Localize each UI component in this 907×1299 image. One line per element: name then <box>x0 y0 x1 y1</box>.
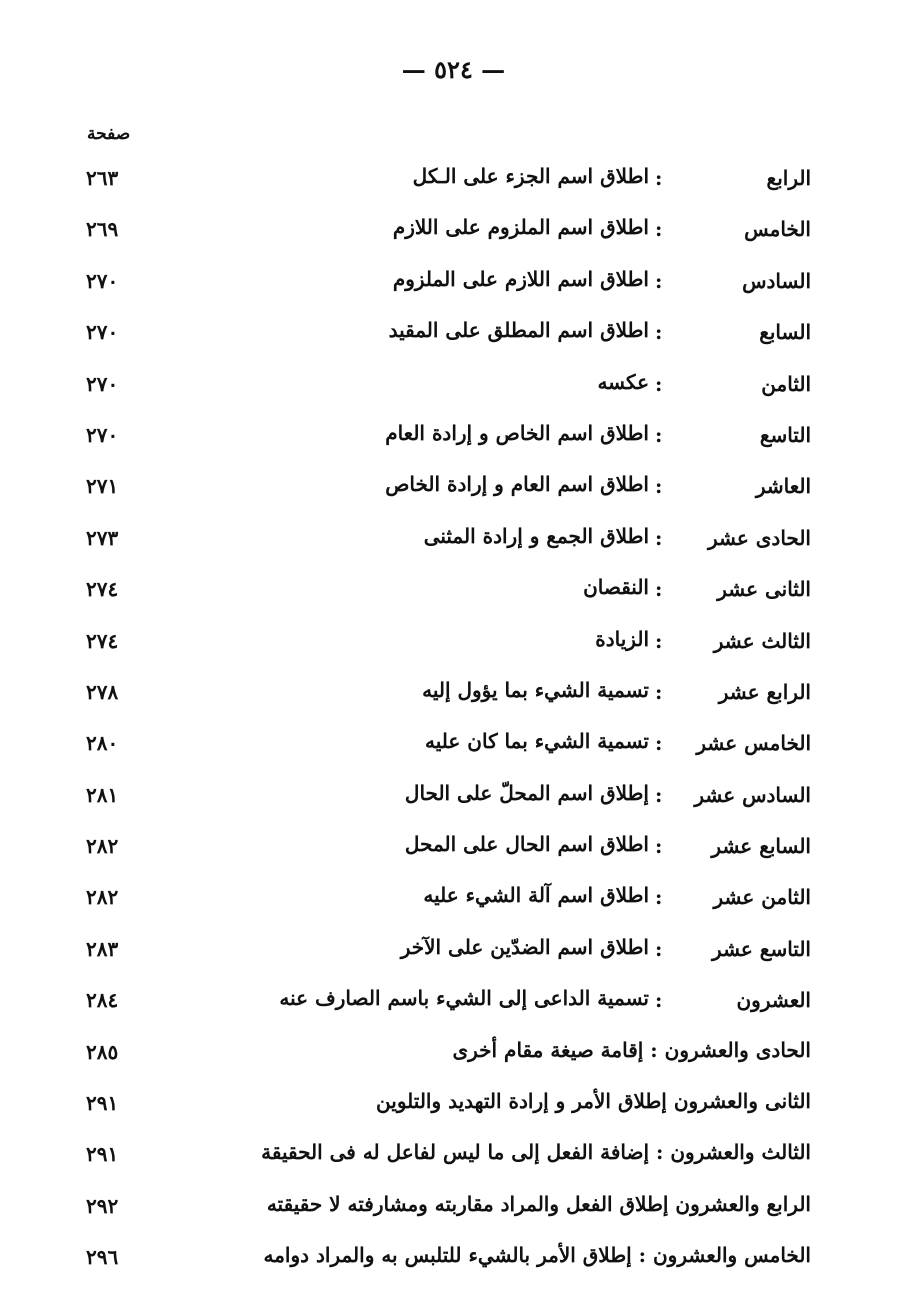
toc-page-number: ٢٧٣ <box>86 525 119 550</box>
toc-term: العشرون <box>736 988 811 1013</box>
toc-colon: : <box>655 782 663 807</box>
toc-row <box>0 207 907 258</box>
toc-page-number: ٢٨٢ <box>86 885 119 910</box>
toc-term: السادس <box>742 268 811 293</box>
toc-row <box>0 1184 907 1235</box>
toc-entry-text: الرابع والعشرون إطلاق الفعل والمراد مقاربته ومشارفته لا حقيقته <box>266 1191 811 1216</box>
toc-page-number: ٢٩٢ <box>86 1193 119 1218</box>
toc-page-number: ٢٩٦ <box>86 1245 119 1270</box>
toc-page-number: ٢٧٠ <box>86 320 119 345</box>
toc-colon: : <box>655 936 663 961</box>
toc-description: اطلاق اسم الضدّين على الآخر <box>400 934 649 959</box>
table-of-contents <box>0 156 907 1287</box>
toc-description: عكسه <box>597 369 649 394</box>
toc-entry-text: الثانى والعشرون إطلاق الأمر و إرادة التهديد والتلوين <box>376 1089 811 1114</box>
toc-page-number: ٢٨٤ <box>86 988 119 1013</box>
toc-term: الثانى عشر <box>717 577 811 602</box>
toc-colon: : <box>655 371 663 396</box>
toc-description: اطلاق اسم العام و إرادة الخاص <box>385 472 649 497</box>
toc-term: الرابع <box>766 166 811 190</box>
toc-row <box>0 927 907 978</box>
toc-row <box>0 875 907 926</box>
toc-description: تسمية الداعى إلى الشيء باسم الصارف عنه <box>279 986 649 1011</box>
toc-row <box>0 619 907 670</box>
page-column-label: صفحة <box>87 124 131 144</box>
toc-term: الثالث عشر <box>713 628 811 653</box>
toc-description: النقصان <box>583 575 649 600</box>
toc-colon: : <box>655 474 663 499</box>
toc-row <box>0 773 907 824</box>
toc-row <box>0 978 907 1029</box>
toc-page-number: ٢٩١ <box>86 1142 119 1167</box>
toc-description: اطلاق اسم الجزء على الـكل <box>412 164 649 188</box>
toc-description: تسمية الشيء بما كان عليه <box>425 729 649 754</box>
toc-term: السابع <box>759 320 811 345</box>
toc-description: اطلاق اسم الحال على المحل <box>404 832 649 857</box>
toc-colon: : <box>655 166 663 190</box>
toc-colon: : <box>655 268 663 293</box>
toc-row <box>0 156 907 207</box>
toc-row <box>0 1235 907 1286</box>
toc-page-number: ٢٧١ <box>86 474 119 499</box>
toc-page-number: ٢٧٠ <box>86 422 119 447</box>
toc-term: الثامن <box>761 371 811 396</box>
toc-description: تسمية الشيء بما يؤول إليه <box>422 677 649 702</box>
toc-term: الخامس <box>744 217 811 242</box>
toc-colon: : <box>655 577 663 602</box>
toc-row <box>0 464 907 515</box>
toc-description: إطلاق اسم المحلّ على الحال <box>404 780 649 805</box>
toc-colon: : <box>655 320 663 345</box>
toc-colon: : <box>655 217 663 242</box>
toc-entry-text: الثالث والعشرون : إضافة الفعل إلى ما ليس لفاعل له فى الحقيقة <box>261 1140 811 1165</box>
toc-row <box>0 824 907 875</box>
toc-colon: : <box>655 525 663 550</box>
toc-term: الرابع عشر <box>718 679 811 704</box>
toc-page-number: ٢٨٥ <box>86 1039 119 1064</box>
toc-description: اطلاق اسم آلة الشيء عليه <box>423 883 649 908</box>
toc-colon: : <box>655 731 663 756</box>
toc-page-number: ٢٧٠ <box>86 371 119 396</box>
toc-page-number: ٢٧٨ <box>86 679 119 704</box>
toc-description: اطلاق اسم الخاص و إرادة العام <box>385 420 649 445</box>
toc-row <box>0 1030 907 1081</box>
toc-page-number: ٢٧٠ <box>86 268 119 293</box>
toc-row <box>0 1132 907 1183</box>
toc-row <box>0 516 907 567</box>
toc-term: العاشر <box>755 474 811 499</box>
toc-term: السابع عشر <box>711 834 811 859</box>
toc-colon: : <box>655 422 663 447</box>
toc-colon: : <box>655 834 663 859</box>
toc-description: اطلاق اسم الملزوم على اللازم <box>392 215 649 240</box>
toc-description: اطلاق اسم المطلق على المقيد <box>388 318 649 343</box>
toc-page-number: ٢٨٠ <box>86 731 119 756</box>
toc-row <box>0 362 907 413</box>
toc-row <box>0 1081 907 1132</box>
toc-page-number: ٢٦٩ <box>86 217 119 242</box>
toc-description: اطلاق اسم اللازم على الملزوم <box>392 266 649 291</box>
toc-colon: : <box>655 885 663 910</box>
toc-description: اطلاق الجمع و إرادة المثنى <box>423 523 649 548</box>
toc-page-number: ٢٧٤ <box>86 577 119 602</box>
toc-page-number: ٢٨١ <box>86 782 119 807</box>
toc-term: السادس عشر <box>694 782 811 807</box>
toc-term: التاسع عشر <box>712 936 811 961</box>
toc-term: التاسع <box>759 422 811 447</box>
page-number: — ٥٢٤ — <box>401 55 506 84</box>
toc-entry-text: الحادى والعشرون : إقامة صيغة مقام أخرى <box>452 1037 811 1062</box>
toc-page-number: ٢٦٣ <box>86 166 119 190</box>
toc-row <box>0 259 907 310</box>
toc-row <box>0 567 907 618</box>
toc-term: الخامس عشر <box>696 731 811 756</box>
toc-page-number: ٢٨٣ <box>86 936 119 961</box>
toc-page-number: ٢٩١ <box>86 1091 119 1116</box>
toc-page-number: ٢٨٢ <box>86 834 119 859</box>
toc-row <box>0 721 907 772</box>
toc-colon: : <box>655 988 663 1013</box>
toc-row <box>0 310 907 361</box>
toc-entry-text: الخامس والعشرون : إطلاق الأمر بالشيء للتلبس به والمراد دوامه <box>263 1243 811 1268</box>
toc-term: الحادى عشر <box>708 525 811 550</box>
toc-row <box>0 413 907 464</box>
toc-colon: : <box>655 628 663 653</box>
toc-description: الزيادة <box>595 626 649 651</box>
toc-colon: : <box>655 679 663 704</box>
toc-row <box>0 670 907 721</box>
toc-term: الثامن عشر <box>713 885 811 910</box>
toc-page-number: ٢٧٤ <box>86 628 119 653</box>
